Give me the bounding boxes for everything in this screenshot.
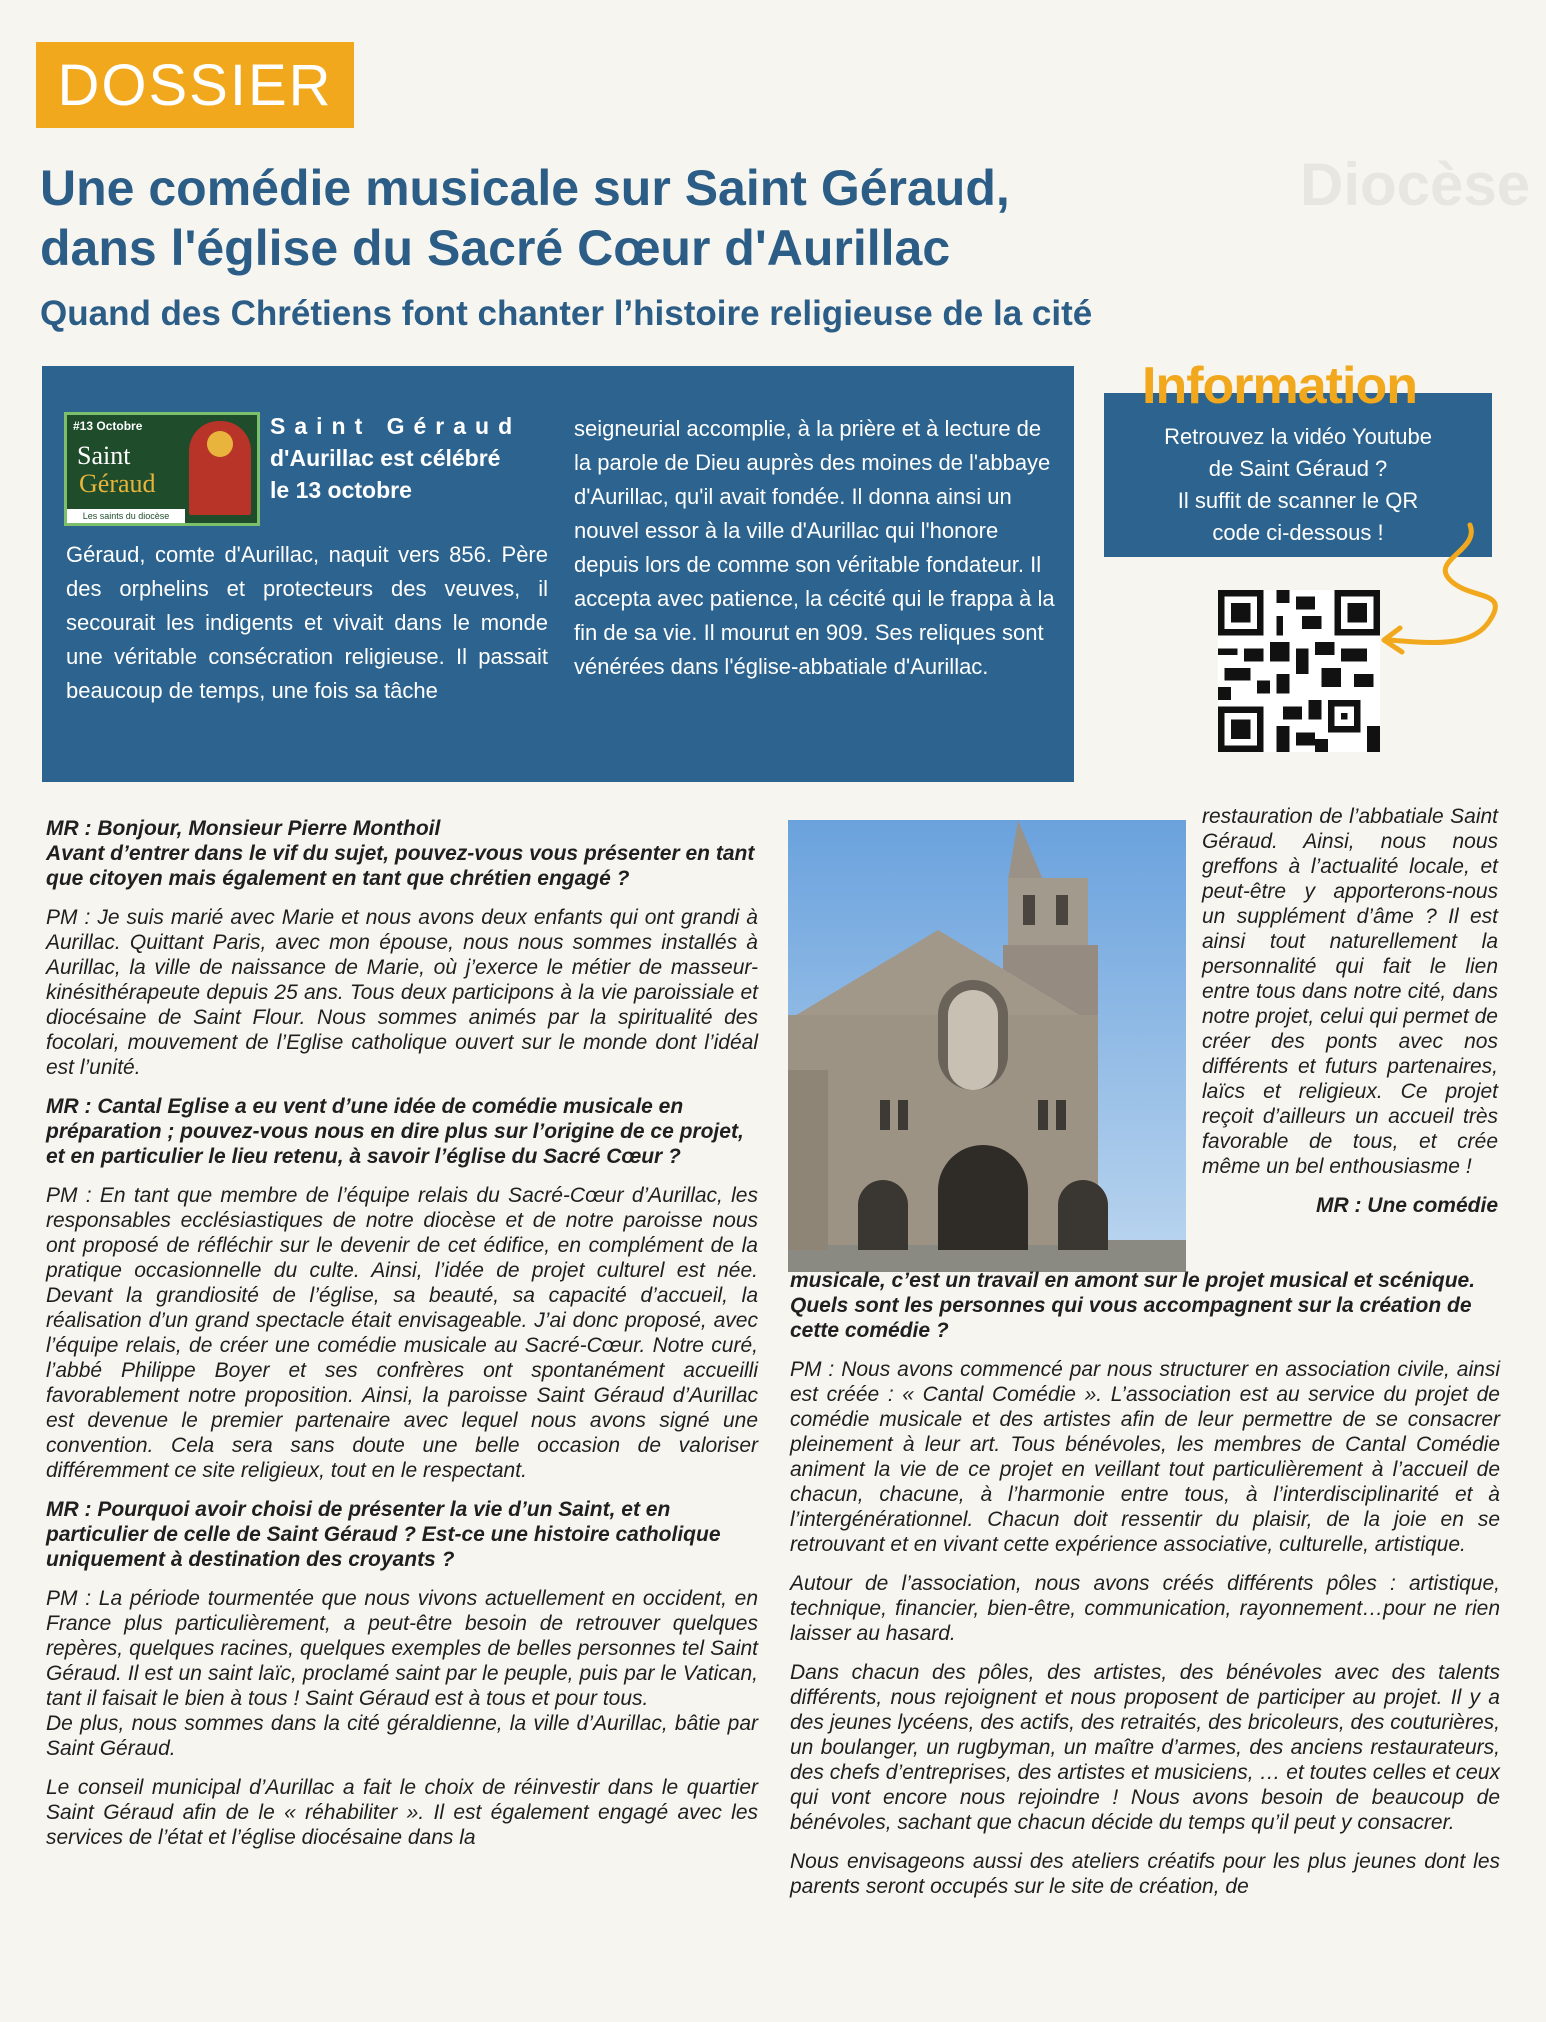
curly-arrow-icon — [1370, 520, 1500, 670]
question-1 — [46, 816, 758, 891]
qr-code-icon[interactable] — [1218, 590, 1380, 752]
answer-3-part-2: De plus, nous sommes dans la cité géraldienne, la ville d’Aurillac, bâtie par Saint Géraud. — [46, 1712, 758, 1760]
thumbnail-date: #13 Octobre — [73, 419, 143, 433]
interview-right-column-top — [1202, 804, 1498, 1218]
church-photo — [788, 820, 1186, 1272]
answer-1: PM : Je suis marié avec Marie et nous avons deux enfants qui ont grandi à Aurillac. Quittant Paris, avec mon épouse, nous nous sommes installés à Aurillac, la ville de naissance de Marie, où j’exerce le métier de masseur-kinésithérapeute depuis 25 ans. Tous deux participons à la vie paroissiale et diocésaine de Saint Flour. Nous sommes animés par la spiritualité des focolari, mouvement de l’Eglise catholique ouvert sur le monde dont l’idéal est l’unité. — [46, 906, 758, 1079]
thumbnail-name-2: Géraud — [79, 469, 156, 498]
question-4-text: musicale, c’est un travail en amont sur le projet musical et scénique. Quels sont les personnes qui vous accompagnent sur la création de cette comédie ? — [790, 1269, 1476, 1342]
question-3: MR : Pourquoi avoir choisi de présenter la vie d’un Saint, et en particulier de celle de Saint Géraud ? Est-ce une histoire catholique uniquement à destination des croyants ? — [46, 1498, 721, 1571]
info-line-4: code ci-dessous ! — [1212, 520, 1384, 545]
info-line-3: Il suffit de scanner le QR — [1177, 488, 1419, 513]
box-heading — [270, 410, 540, 506]
box-text-column-1: Géraud, comte d'Aurillac, naquit vers 856. Père des orphelins et protecteurs des veuves, il secourait les indigents et vivait dans le monde une véritable consécration religieuse. Il passait beaucoup de temps, une fois sa tâche — [66, 542, 548, 703]
title-line-1: Une comédie musicale sur Saint Géraud, — [40, 160, 1010, 216]
answer-4-part-4: Nous envisageons aussi des ateliers créatifs pour les plus jeunes dont les parents seront occupés sur le site de création, de — [790, 1850, 1500, 1898]
information-heading: Information — [1142, 357, 1417, 415]
saint-thumbnail — [64, 412, 260, 526]
answer-3-continued: restauration de l’abbatiale Saint Géraud. Ainsi, nous nous greffons à l’actualité locale, et peut-être y apporterons-nous un supplément d’âme ? Il est ainsi tout naturellement la personnalité qui fait le lien entre tous dans notre cité, dans notre projet, celui qui permet de créer des ponts avec nos différents et futurs partenaires, laïcs et religieux. Ce projet reçoit d’ailleurs un accueil très favorable de tous, et crée même un bel enthousiasme ! — [1202, 805, 1498, 1178]
box-heading-line-3: le 13 octobre — [270, 477, 412, 503]
section-tag: DOSSIER — [36, 42, 354, 128]
question-1-text: Avant d’entrer dans le vif du sujet, pouvez-vous vous présenter en tant que citoyen mais également en tant que chrétien engagé ? — [46, 842, 755, 890]
interview-right-column-bottom — [790, 1268, 1500, 1913]
thumbnail-name-1: Saint — [77, 441, 131, 470]
answer-4-part-3: Dans chacun des pôles, des artistes, des bénévoles avec des talents différents, nous rejoignent et nous proposent de participer au projet. Il y a des jeunes lycéens, des actifs, des retraités, des bricoleurs, des couturières, un boulanger, un rugbyman, un maître d’armes, des anciens restaurateurs, des chefs d’entreprises, des artistes et musiciens, … et toutes celles et ceux qui vont encore nous rejoindre ! Nous avons besoin de beaucoup de bénévoles, sachant que chacun décide du temps qu’il peut y consacrer. — [790, 1661, 1500, 1834]
question-4-start: MR : Une comédie — [1315, 1194, 1498, 1217]
page-subtitle: Quand des Chrétiens font chanter l’histoire religieuse de la cité — [40, 294, 1093, 333]
thumbnail-caption: Les saints du diocèse — [67, 509, 185, 523]
box-text-column-2: seigneurial accomplie, à la prière et à lecture de la parole de Dieu auprès des moines de l'abbaye d'Aurillac, qu'il avait fondée. Il donna ainsi un nouvel essor à la ville d'Aurillac qui l'honore depuis lors de comme son véritable fondateur. Il accepta avec patience, la cécité qui le frappa à la fin de sa vie. Il mourut en 909. Ses reliques sont vénérées dans l'église-abbatiale d'Aurillac. — [574, 416, 1055, 679]
question-2: MR : Cantal Eglise a eu vent d’une idée de comédie musicale en préparation ; pouvez-vous nous en dire plus sur l’origine de ce projet, et en particulier le lieu retenu, à savoir l’église du Sacré Cœur ? — [46, 1095, 744, 1168]
answer-4-part-2: Autour de l’association, nous avons créés différents pôles : artistique, technique, financier, bien-être, communication, rayonnement…pour ne rien laisser au hasard. — [790, 1572, 1500, 1645]
interview-left-column — [46, 816, 758, 1864]
answer-2: PM : En tant que membre de l’équipe relais du Sacré-Cœur d’Aurillac, les responsables ecclésiastiques de notre diocèse et de notre paroisse nous ont proposé de réfléchir sur le devenir de cet édifice, en complément de la pratique occasionnelle du culte. Ainsi, l’idée de projet culturel est née. Devant la grandiosité de l’église, sa beauté, sa capacité d’accueil, la réalisation d’un grand spectacle était envisageable. J’ai donc proposé, avec l’équipe relais, de créer une comédie musicale au Sacré-Cœur. Notre curé, l’abbé Philippe Boyer et ses confrères ont spontanément accueilli favorablement notre proposition. Ainsi, la paroisse Saint Géraud d’Aurillac est devenue le premier partenaire avec lequel nous avons signé une convention. Cela sera sans doute une belle occasion de valoriser différemment ce site religieux, tout en le respectant. — [46, 1184, 758, 1482]
answer-3-part-3: Le conseil municipal d’Aurillac a fait le choix de réinvestir dans le quartier Saint Géraud afin de le « réhabiliter ». Il est également engagé avec les services de l’état et l’église diocésaine dans la — [46, 1776, 758, 1849]
answer-3-part-1: PM : La période tourmentée que nous vivons actuellement en occident, en France plus particulièrement, a peut-être besoin de retrouver quelques repères, quelques racines, quelques exemples de belles personnes tel Saint Géraud. Il est un saint laïc, proclamé saint par le peuple, puis par le Vatican, tant il faisait le bien à tous ! Saint Géraud est à tous et pour tous. — [46, 1587, 758, 1710]
box-heading-line-2: d'Aurillac est célébré — [270, 445, 501, 471]
info-line-2: de Saint Géraud ? — [1208, 456, 1388, 481]
show-through-text: Diocèse — [1300, 151, 1531, 218]
info-line-1: Retrouvez la vidéo Youtube — [1164, 424, 1432, 449]
saint-info-box — [42, 366, 1074, 782]
answer-4-part-1: PM : Nous avons commencé par nous structurer en association civile, ainsi est créée : « Cantal Comédie ». L’association est au service du projet de comédie musicale et des artistes afin de leur permettre de se consacrer pleinement à leur art. Tous bénévoles, les membres de Cantal Comédie animent la vie de ce projet en veillant tout particulièrement à l’accueil de chacun, chacune, à l’harmonie entre tous, à l’interdisciplinarité et à l’intergénérationnel. Chacun doit ressentir du plaisir, de la joie en se retrouvant et en vivant cette expérience associative, culturelle, artistique. — [790, 1358, 1500, 1556]
question-1-greeting: MR : Bonjour, Monsieur Pierre Monthoil — [46, 817, 441, 840]
saint-figure-icon — [189, 421, 251, 515]
page-title — [40, 158, 1180, 278]
box-heading-line-1: Saint Géraud — [270, 413, 522, 439]
title-line-2: dans l'église du Sacré Cœur d'Aurillac — [40, 220, 951, 276]
